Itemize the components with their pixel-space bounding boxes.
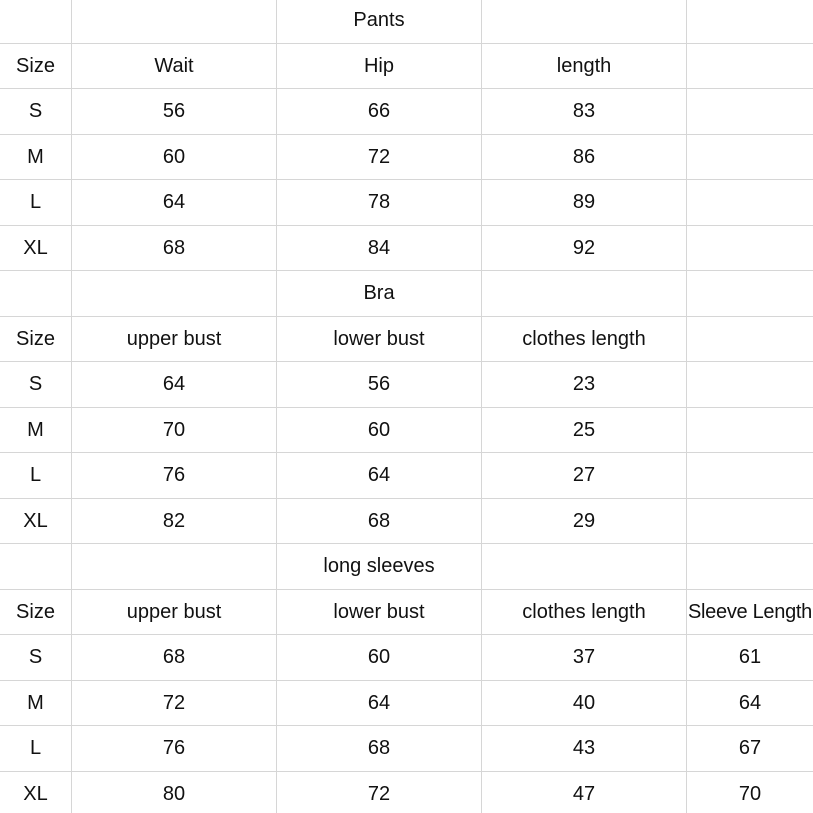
value-cell: 66 xyxy=(277,89,482,135)
column-header: length xyxy=(482,43,687,89)
table-row xyxy=(0,362,813,408)
value-cell: 78 xyxy=(277,180,482,226)
table-row xyxy=(0,726,813,772)
value-cell: 56 xyxy=(72,89,277,135)
column-header: Size xyxy=(0,589,72,635)
value-cell xyxy=(687,89,813,135)
value-cell xyxy=(687,362,813,408)
value-cell: 80 xyxy=(72,771,277,813)
empty-cell xyxy=(0,544,72,590)
value-cell: 25 xyxy=(482,407,687,453)
table-row xyxy=(0,134,813,180)
column-header: lower bust xyxy=(277,589,482,635)
header-row-long-sleeves xyxy=(0,589,813,635)
value-cell: 47 xyxy=(482,771,687,813)
size-cell: S xyxy=(0,362,72,408)
size-cell: M xyxy=(0,134,72,180)
table-row xyxy=(0,89,813,135)
value-cell: 76 xyxy=(72,726,277,772)
empty-cell xyxy=(687,0,813,43)
value-cell xyxy=(687,180,813,226)
value-cell xyxy=(687,453,813,499)
table-row xyxy=(0,771,813,813)
value-cell: 60 xyxy=(277,635,482,681)
size-cell: L xyxy=(0,453,72,499)
value-cell: 82 xyxy=(72,498,277,544)
value-cell: 72 xyxy=(72,680,277,726)
header-row-bra xyxy=(0,316,813,362)
column-header: upper bust xyxy=(72,316,277,362)
section-title-row-long-sleeves xyxy=(0,544,813,590)
empty-cell xyxy=(482,271,687,317)
value-cell: 60 xyxy=(72,134,277,180)
value-cell: 56 xyxy=(277,362,482,408)
size-cell: M xyxy=(0,680,72,726)
value-cell: 86 xyxy=(482,134,687,180)
value-cell: 64 xyxy=(72,362,277,408)
value-cell: 68 xyxy=(277,726,482,772)
column-header: Size xyxy=(0,43,72,89)
value-cell: 64 xyxy=(72,180,277,226)
value-cell: 64 xyxy=(687,680,813,726)
value-cell: 68 xyxy=(72,225,277,271)
value-cell: 92 xyxy=(482,225,687,271)
value-cell: 43 xyxy=(482,726,687,772)
size-cell: XL xyxy=(0,771,72,813)
value-cell: 84 xyxy=(277,225,482,271)
column-header: clothes length xyxy=(482,589,687,635)
value-cell: 61 xyxy=(687,635,813,681)
value-cell: 72 xyxy=(277,771,482,813)
table-row xyxy=(0,180,813,226)
empty-cell xyxy=(72,0,277,43)
empty-cell xyxy=(482,0,687,43)
size-cell: S xyxy=(0,635,72,681)
value-cell: 89 xyxy=(482,180,687,226)
size-cell: L xyxy=(0,726,72,772)
column-header: Wait xyxy=(72,43,277,89)
value-cell: 64 xyxy=(277,453,482,499)
column-header: Hip xyxy=(277,43,482,89)
value-cell xyxy=(687,134,813,180)
column-header: Sleeve Length xyxy=(687,589,813,635)
empty-cell xyxy=(687,544,813,590)
table-row xyxy=(0,635,813,681)
column-header: clothes length xyxy=(482,316,687,362)
empty-cell xyxy=(687,271,813,317)
empty-cell xyxy=(72,271,277,317)
value-cell: 40 xyxy=(482,680,687,726)
section-title-row-bra xyxy=(0,271,813,317)
value-cell: 29 xyxy=(482,498,687,544)
value-cell: 23 xyxy=(482,362,687,408)
value-cell: 68 xyxy=(277,498,482,544)
empty-cell xyxy=(72,544,277,590)
section-title-row-pants xyxy=(0,0,813,43)
value-cell xyxy=(687,498,813,544)
section-title-long-sleeves: long sleeves xyxy=(277,544,482,590)
column-header: Size xyxy=(0,316,72,362)
value-cell: 70 xyxy=(72,407,277,453)
table-row xyxy=(0,407,813,453)
size-cell: S xyxy=(0,89,72,135)
value-cell: 72 xyxy=(277,134,482,180)
table-row xyxy=(0,680,813,726)
table-row xyxy=(0,498,813,544)
value-cell: 27 xyxy=(482,453,687,499)
value-cell: 70 xyxy=(687,771,813,813)
size-cell: XL xyxy=(0,225,72,271)
value-cell xyxy=(687,407,813,453)
column-header: upper bust xyxy=(72,589,277,635)
value-cell: 68 xyxy=(72,635,277,681)
table-row xyxy=(0,225,813,271)
value-cell xyxy=(687,225,813,271)
size-cell: XL xyxy=(0,498,72,544)
section-title-bra: Bra xyxy=(277,271,482,317)
value-cell: 83 xyxy=(482,89,687,135)
empty-cell xyxy=(0,0,72,43)
table-row xyxy=(0,453,813,499)
column-header xyxy=(687,43,813,89)
empty-cell xyxy=(0,271,72,317)
section-title-pants: Pants xyxy=(277,0,482,43)
column-header xyxy=(687,316,813,362)
value-cell: 37 xyxy=(482,635,687,681)
header-row-pants xyxy=(0,43,813,89)
value-cell: 67 xyxy=(687,726,813,772)
value-cell: 64 xyxy=(277,680,482,726)
column-header: lower bust xyxy=(277,316,482,362)
size-cell: L xyxy=(0,180,72,226)
size-cell: M xyxy=(0,407,72,453)
empty-cell xyxy=(482,544,687,590)
value-cell: 60 xyxy=(277,407,482,453)
value-cell: 76 xyxy=(72,453,277,499)
